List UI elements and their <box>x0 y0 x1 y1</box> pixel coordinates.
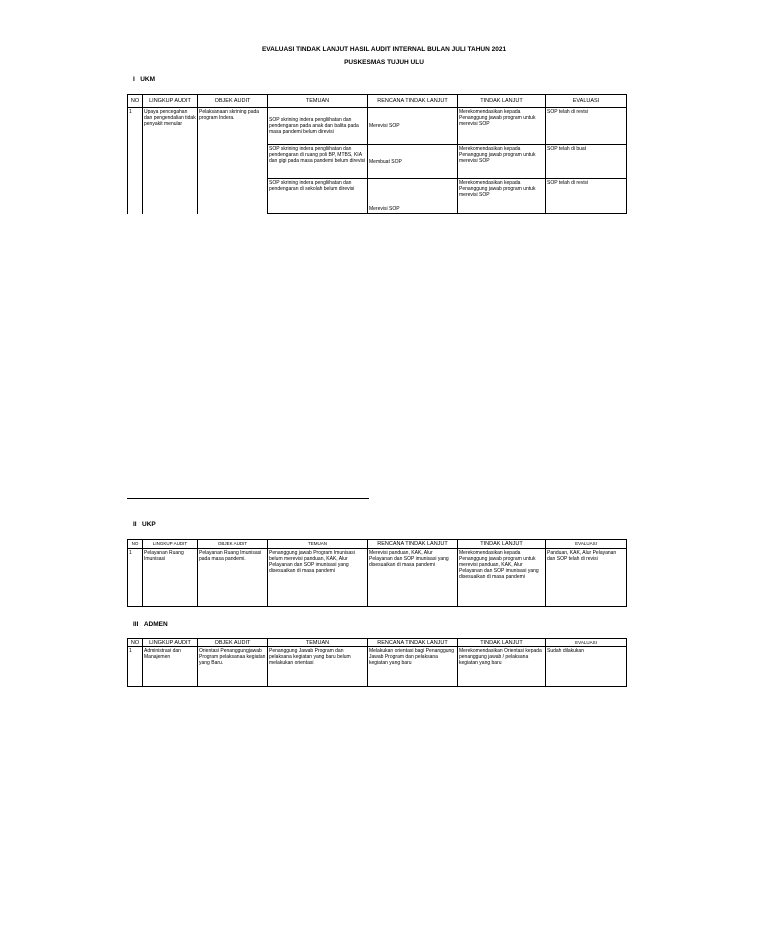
cell-objek: Orientasi Penanggungjawab Program pelaksanaa kegiatan yang Baru. <box>198 647 268 687</box>
cell-tindak: Merekomendasikan Orientasi kepada penanggung jawab / pelaksana kegiatan yang baru <box>458 647 546 687</box>
cell-evaluasi: SOP telah di revisi <box>546 108 627 145</box>
cell-temuan: SOP skrining indera pengliihatan dan pendengaran pada anak dan balita pada masa pandemi belum direvisi <box>268 108 368 145</box>
document-subtitle: PUSKESMAS TUJUH ULU <box>344 59 424 66</box>
cell-no: 1 <box>128 549 143 607</box>
cell-temuan: Penanggung Jawab Program dan pelaksana kegiatan yang baru belum melakukan orientasi <box>268 647 368 687</box>
cell-objek: Pelayanan Ruang Imunisasi pada masa pandemi. <box>198 549 268 607</box>
cell-no: 1 <box>128 108 143 214</box>
table-row <box>128 549 627 607</box>
table-header-row <box>128 540 627 549</box>
cell-evaluasi: SOP telah di revisi <box>546 179 627 214</box>
cell-temuan: Penanggung jawab Program Imunisasi belum merevisi panduan, KAK, Alur Pelayanan dan SOP imunisasi yang disesuaikan di masa pandemi <box>268 549 368 607</box>
header-temuan: TEMUAN <box>268 95 368 108</box>
cell-rencana: Melakukan orientasi bagi Penanggung Jawab Program dan pelaksana kegiatan yang baru <box>368 647 458 687</box>
cell-rencana: Membuat SOP <box>368 145 458 179</box>
ukm-table <box>127 94 627 214</box>
table-row <box>128 108 627 145</box>
cell-lingkup: Administrasi dan Manajemen <box>143 647 198 687</box>
cell-temuan: SOP skrining indera pengliihatan dan pendengaran di sekolah belum direvisi <box>268 179 368 214</box>
cell-lingkup: Pelayanan Ruang Imunisasi <box>143 549 198 607</box>
header-evaluasi: EVALUASI <box>546 639 627 647</box>
document-title: EVALUASI TINDAK LANJUT HASIL AUDIT INTERNAL BULAN JULI TAHUN 2021 <box>261 46 507 53</box>
cell-rencana: Merevisi SOP <box>368 108 458 145</box>
section-numeral: II <box>133 521 137 528</box>
section-ukp-heading <box>133 521 156 528</box>
header-lingkup: LINGKUP AUDIT <box>143 95 198 108</box>
cell-evaluasi: Panduan, KAK, Alur Pelayanan dan SOP telah di revisi <box>546 549 627 607</box>
header-rencana: RENCANA TINDAK LANJUT <box>368 639 458 647</box>
cell-tindak: Merekomendasikan kepada Penanggung jawab program untuk merevisi SOP <box>458 145 546 179</box>
section-label: UKP <box>142 521 156 528</box>
table-row <box>128 647 627 687</box>
cell-rencana: Merevisi SOP <box>368 179 458 214</box>
cell-tindak: Merekomendasikan kepada Penanggung jawab program untuk merevisi SOP <box>458 108 546 145</box>
section-admen-heading <box>133 621 168 628</box>
header-evaluasi: EVALUASI <box>546 95 627 108</box>
header-temuan: TEMUAN <box>268 540 368 549</box>
cell-no: 1 <box>128 647 143 687</box>
cell-temuan: SOP skrining indera pengliihatan dan pendengaran di ruang poli BP, MTBS, KIA dan gigi pada masa pandemi belum direvisi <box>268 145 368 179</box>
header-evaluasi: EVALUASI <box>546 540 627 549</box>
header-temuan: TEMUAN <box>268 639 368 647</box>
header-tindak: TINDAK LANJUT <box>458 540 546 549</box>
section-label: UKM <box>140 76 156 83</box>
header-no: NO <box>128 639 143 647</box>
section-numeral: III <box>133 621 139 628</box>
cell-tindak: Merekomendasikan kepada Penanggung jawab program untuk merevisi SOP <box>458 179 546 214</box>
separator-line <box>127 498 369 499</box>
cell-tindak: Merekomendasikan kepada Penanggung jawab program untuk merevisi panduan, KAK, Alur Pelayanan dan SOP imunisasi yang disesuaikan di masa pandemi <box>458 549 546 607</box>
section-label: ADMEN <box>143 621 168 628</box>
header-lingkup: LINGKUP AUDIT <box>143 540 198 549</box>
cell-evaluasi: SOP telah di buat <box>546 145 627 179</box>
header-no: NO <box>128 540 143 549</box>
header-lingkup: LINGKUP AUDIT <box>143 639 198 647</box>
header-tindak: TINDAK LANJUT <box>458 95 546 108</box>
cell-rencana: Merevisi panduan, KAK, Alur Pelayanan dan SOP imunisasi yang disesuaikan di masa pandemi <box>368 549 458 607</box>
header-objek: OBJEK AUDIT <box>198 639 268 647</box>
ukp-table <box>127 539 627 607</box>
header-rencana: RENCANA TINDAK LANJUT <box>368 540 458 549</box>
table-header-row <box>128 639 627 647</box>
admen-table <box>127 638 627 687</box>
cell-objek: Pelaksanaan skrining pada program Indera. <box>198 108 268 214</box>
section-numeral: I <box>133 76 135 83</box>
cell-lingkup: Upaya pencegahan dan pengendalian tidak penyakit menular <box>143 108 198 214</box>
header-objek: OBJEK AUDIT <box>198 95 268 108</box>
section-ukm-heading <box>133 76 155 83</box>
header-rencana: RENCANA TINDAK LANJUT <box>368 95 458 108</box>
header-tindak: TINDAK LANJUT <box>458 639 546 647</box>
header-no: NO <box>128 95 143 108</box>
cell-evaluasi: Sudah dilakukan <box>546 647 627 687</box>
table-header-row <box>128 95 627 108</box>
header-objek: OBJEK AUDIT <box>198 540 268 549</box>
